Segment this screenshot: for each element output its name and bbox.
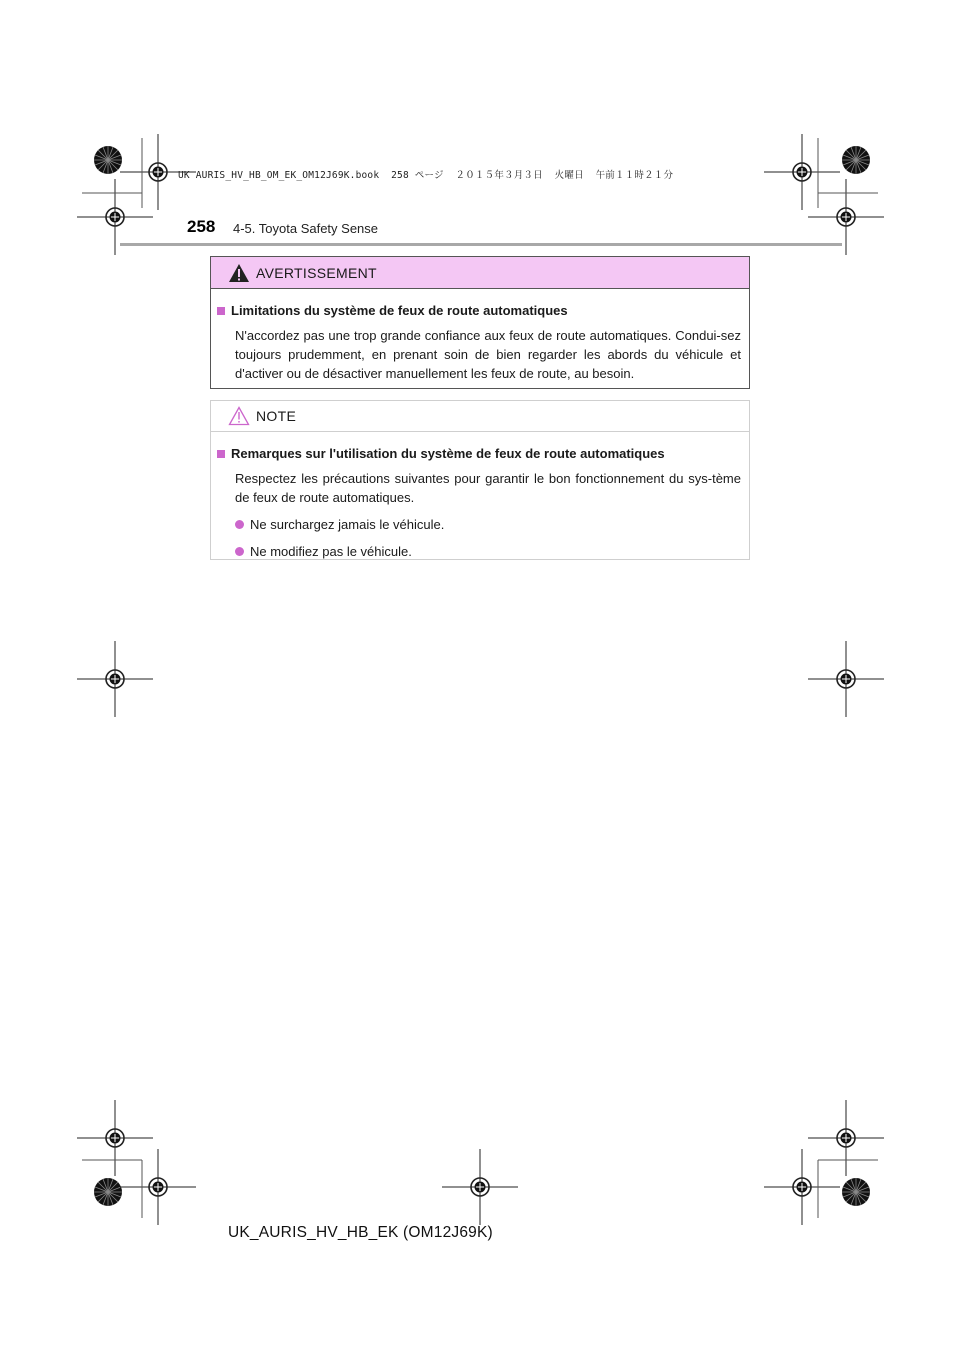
list-item-text: Ne modifiez pas le véhicule. [250,544,412,559]
note-header [211,401,749,432]
note-paragraph: Respectez les précautions suivantes pour garantir le bon fonctionnement du sys-tème de feux de route automatiques. [235,471,741,505]
round-bullet-icon [235,520,244,529]
list-item-text: Ne surchargez jamais le véhicule. [250,517,445,532]
list-item [235,542,741,561]
header-rule [120,243,842,246]
note-heading [217,444,741,463]
footer-code: UK_AURIS_HV_HB_EK (OM12J69K) [228,1224,493,1241]
warning-heading-text: Limitations du système de feux de route automatiques [231,303,568,318]
list-item [235,515,741,534]
square-bullet-icon [217,307,225,315]
square-bullet-icon [217,450,225,458]
warning-box [210,256,750,389]
page-number: 258 [187,217,216,236]
warning-heading [217,301,741,320]
caution-triangle-icon [228,406,250,426]
note-heading-text: Remarques sur l'utilisation du système de feux de route automatiques [231,446,665,461]
print-stamp: UK AURIS_HV_HB_OM_EK_OM12J69K.book 258 ページ ２０１５年３月３日 火曜日 午前１１時２１分 [178,170,674,181]
warning-triangle-icon [228,263,250,283]
warning-header [211,257,749,289]
note-body [211,432,749,561]
warning-label: AVERTISSEMENT [256,264,377,281]
note-label: NOTE [256,408,297,424]
round-bullet-icon [235,547,244,556]
note-box [210,400,750,560]
section-title: 4-5. Toyota Safety Sense [233,221,379,236]
warning-paragraph: N'accordez pas une trop grande confiance aux feux de route automatiques. Condui-sez toujours prudemment, en prenant soin de bien regarder les abords du véhicule et d'activer ou de désactiver manuellement les feux de route, au besoin. [235,328,741,381]
warning-body [211,289,749,383]
